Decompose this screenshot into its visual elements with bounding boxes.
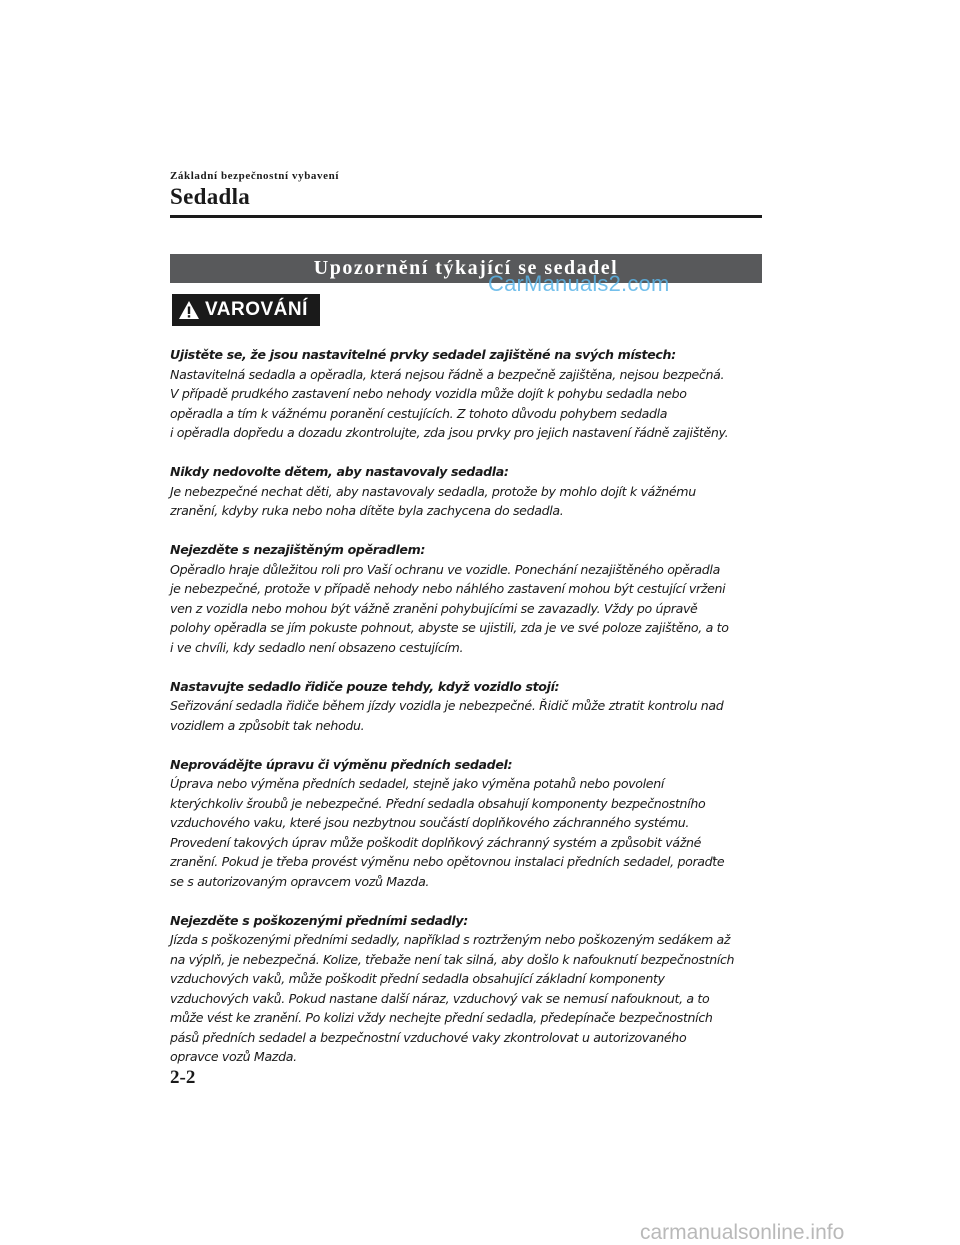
section-title: Upozornění týkající se sedadel	[170, 254, 762, 283]
warning-block-line: opěradla a tím k vážnému poranění cestujících. Z tohoto důvodu pohybem sedadla	[170, 405, 668, 421]
warning-block-title: Neprovádějte úpravu či výměnu předních sedadel:	[170, 756, 513, 772]
warning-block-title: Ujistěte se, že jsou nastavitelné prvky sedadel zajištěné na svých místech:	[170, 347, 676, 362]
warning-block-line: Seřizování sedadla řidiče během jízdy vozidla je nebezpečné. Řidič může ztratit kontrolu nad	[170, 698, 724, 713]
warning-block-line: může vést ke zranění. Po kolizi vždy nechejte přední sedadla, předepínače bezpečnostních	[170, 1010, 713, 1025]
footer-watermark: carmanualsonline.info	[640, 1221, 845, 1244]
page-title: Sedadla	[170, 184, 251, 209]
page-number: 2-2	[170, 1067, 196, 1088]
warning-block-line: je nebezpečné, protože v případě nehody nebo náhlého zastavení mohou být cestující vrženi	[170, 581, 726, 596]
header-divider	[170, 215, 762, 218]
warning-block-line: kterýchkoliv šroubů je nebezpečné. Přední sedadla obsahují komponenty bezpečnostního	[170, 795, 706, 811]
warning-block-line: vzduchových vaků, může poškodit přední sedadla obsahující základní komponenty	[170, 971, 665, 986]
warning-block-title: Nikdy nedovolte dětem, aby nastavovaly sedadla:	[170, 464, 509, 479]
warning-block-line: se s autorizovaným opravcem vozů Mazda.	[170, 873, 430, 889]
warning-block-title: Nejezděte s nezajištěným opěradlem:	[170, 542, 426, 557]
warning-block-title: Nejezděte s poškozenými předními sedadly:	[170, 912, 468, 928]
warning-block-line: zranění, kdyby ruka nebo noha dítěte byla zachycena do sedadla.	[170, 503, 564, 518]
warning-block-line: i opěradla dopředu a dozadu zkontrolujte, zda jsou prvky pro jejich nastavení řádně zajištěny.	[170, 425, 729, 440]
warning-block-line: Nastavitelná sedadla a opěradla, která nejsou řádně a bezpečně zajištěna, nejsou bezpečná.	[170, 366, 725, 382]
breadcrumb: Základní bezpečnostní vybavení	[170, 170, 339, 182]
warning-block-line: Je nebezpečné nechat děti, aby nastavovaly sedadla, protože by mohlo dojít k vážnému	[170, 483, 696, 499]
warning-block-line: vzduchového vaku, které jsou nezbytnou součástí doplňkového záchranného systému.	[170, 815, 690, 830]
warning-block-line: i ve chvíli, kdy sedadlo není obsazeno cestujícím.	[170, 639, 464, 655]
warning-block	[170, 911, 770, 1067]
warning-block	[170, 755, 770, 892]
warning-label: VAROVÁNÍ	[205, 299, 308, 320]
warning-block-line: opravce vozů Mazda.	[170, 1049, 297, 1064]
warning-block-line: polohy opěradla se jím pokuste pohnout, abyste se ujistili, zda je ve své poloze zajištěno, a to	[170, 620, 729, 635]
warning-triangle-icon	[178, 300, 200, 320]
warning-block-line: Úprava nebo výměna předních sedadel, stejně jako výměna potahů nebo povolení	[170, 776, 664, 791]
warning-block	[170, 462, 770, 521]
warning-block-line: V případě prudkého zastavení nebo nehody vozidla může dojít k pohybu sedadla nebo	[170, 386, 687, 401]
warning-content	[170, 345, 770, 1086]
warning-block	[170, 677, 770, 736]
warning-block	[170, 540, 770, 657]
watermark: CarManuals2.com	[488, 271, 670, 296]
warning-block-line: na výplň, je nebezpečná. Kolize, třebaže není tak silná, aby došlo k nafouknutí bezpečnostních	[170, 951, 735, 967]
warning-badge	[172, 294, 320, 326]
warning-block-title: Nastavujte sedadlo řidiče pouze tehdy, když vozidlo stojí:	[170, 678, 560, 694]
warning-block	[170, 345, 770, 443]
warning-block-line: vozidlem a způsobit tak nehodu.	[170, 717, 365, 733]
warning-block-line: ven z vozidla nebo mohou být vážně zraněni pohybujícími se zavazadly. Vždy po úpravě	[170, 600, 698, 616]
warning-block-line: pásů předních sedadel a bezpečnostní vzduchové vaky zkontrolovat u autorizovaného	[170, 1029, 687, 1045]
warning-block-line: Jízda s poškozenými předními sedadly, například s roztrženým nebo poškozeným sedákem až	[170, 932, 731, 947]
warning-block-line: zranění. Pokud je třeba provést výměnu nebo opětovnou instalaci předních sedadel, poraďte	[170, 854, 725, 869]
warning-block-line: Provedení takových úprav může poškodit doplňkový záchranný systém a způsobit vážné	[170, 834, 701, 850]
warning-block-line: vzduchových vaků. Pokud nastane další náraz, vzduchový vak se nemusí nafouknout, a to	[170, 990, 710, 1006]
warning-block-line: Opěradlo hraje důležitou roli pro Vaší ochranu ve vozidle. Ponechání nezajištěného opěradla	[170, 561, 720, 577]
